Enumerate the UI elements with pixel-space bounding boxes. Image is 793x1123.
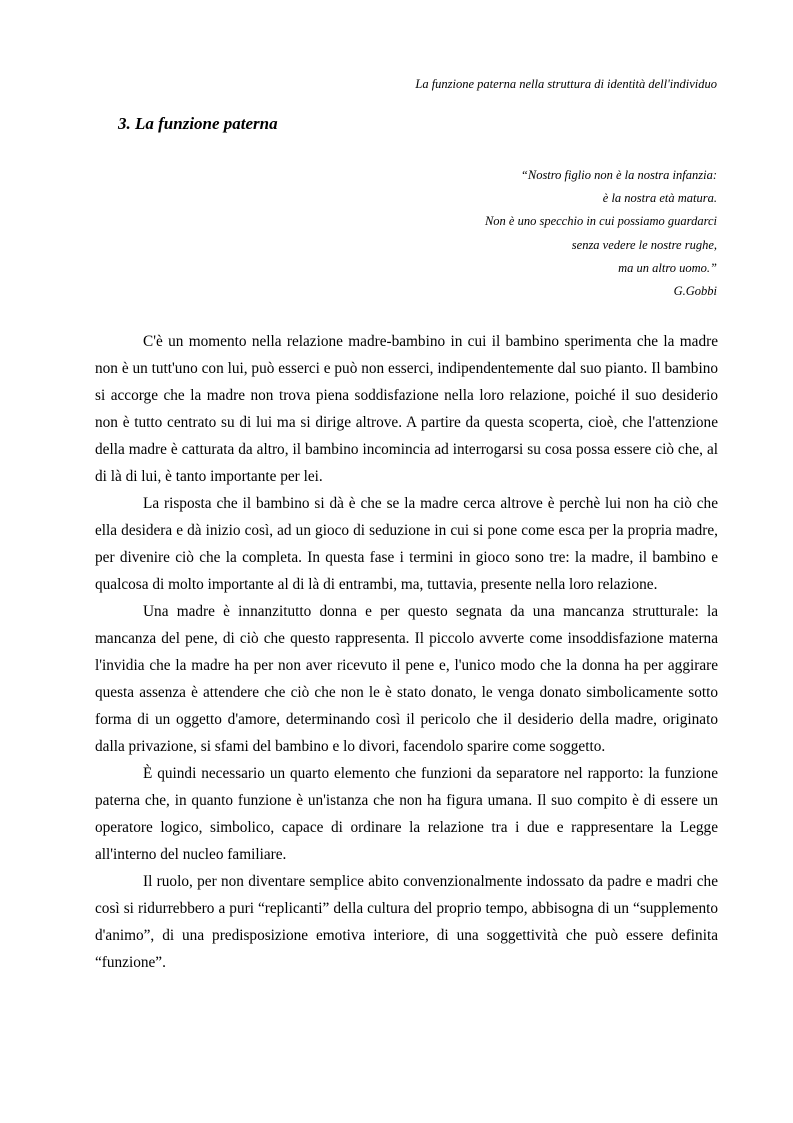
epigraph-line: senza vedere le nostre rughe, — [571, 237, 717, 252]
running-header: La funzione paterna nella struttura di identità dell'individuo — [415, 77, 717, 91]
paragraph: Il ruolo, per non diventare semplice abito convenzionalmente indossato da padre e madri che così si ridurrebbero a puri “replicanti” della cultura del proprio tempo, abbisogna di un “supplemento d'animo”, di una predisposizione emotiva interiore, di una soggettività che può essere definita “funzione”. — [95, 873, 718, 971]
body-text — [95, 328, 718, 976]
paragraph: È quindi necessario un quarto elemento che funzioni da separatore nel rapporto: la funzione paterna che, in quanto funzione è un'istanza che non ha figura umana. Il suo compito è di essere un operatore logico, simbolico, capace di ordinare la relazione tra i due e rappresentare la Legge all'interno del nucleo familiare. — [95, 765, 718, 863]
epigraph-line: Non è uno specchio in cui possiamo guardarci — [484, 214, 717, 229]
paragraph: C'è un momento nella relazione madre-bambino in cui il bambino sperimenta che la madre non è un tutt'uno con lui, può esserci e può non esserci, indipendentemente dal suo pianto. Il bambino si accorge che la madre non trova piena soddisfazione nella loro relazione, poiché il suo desiderio non è tutto centrato su di lui ma si dirige altrove. A partire da questa scoperta, cioè, che l'attenzione della madre è catturata da altro, il bambino incomincia ad interrogarsi su cosa possa essere ciò che, al di là di lui, è tanto importante per lei. — [95, 333, 718, 485]
epigraph-line: ma un altro uomo.” — [618, 260, 717, 275]
paragraph: Una madre è innanzitutto donna e per questo segnata da una mancanza strutturale: la mancanza del pene, di ciò che questo rappresenta. Il piccolo avverte come insoddisfazione materna l'invidia che la madre ha per non aver ricevuto il pene e, l'unico modo che la donna ha per aggirare questa assenza è attendere che ciò che non le è stato donato, le venga donato simbolicamente sotto forma di un oggetto d'amore, determinando così il pericolo che il desiderio della madre, originato dalla privazione, si sfami del bambino e lo divori, facendolo sparire come soggetto. — [95, 603, 718, 755]
epigraph — [317, 164, 717, 303]
chapter-title: 3. La funzione paterna — [118, 114, 278, 133]
epigraph-line: “Nostro figlio non è la nostra infanzia: — [520, 168, 717, 182]
epigraph-line: è la nostra età matura. — [602, 191, 717, 206]
epigraph-author: G.Gobbi — [673, 284, 717, 299]
paragraph: La risposta che il bambino si dà è che se la madre cerca altrove è perchè lui non ha ciò che ella desidera e dà inizio così, ad un gioco di seduzione in cui si pone come esca per la propria madre, per divenire ciò che la completa. In questa fase i termini in gioco sono tre: la madre, il bambino e qualcosa di molto importante al di là di entrambi, ma, tuttavia, presente nella loro relazione. — [95, 495, 718, 593]
